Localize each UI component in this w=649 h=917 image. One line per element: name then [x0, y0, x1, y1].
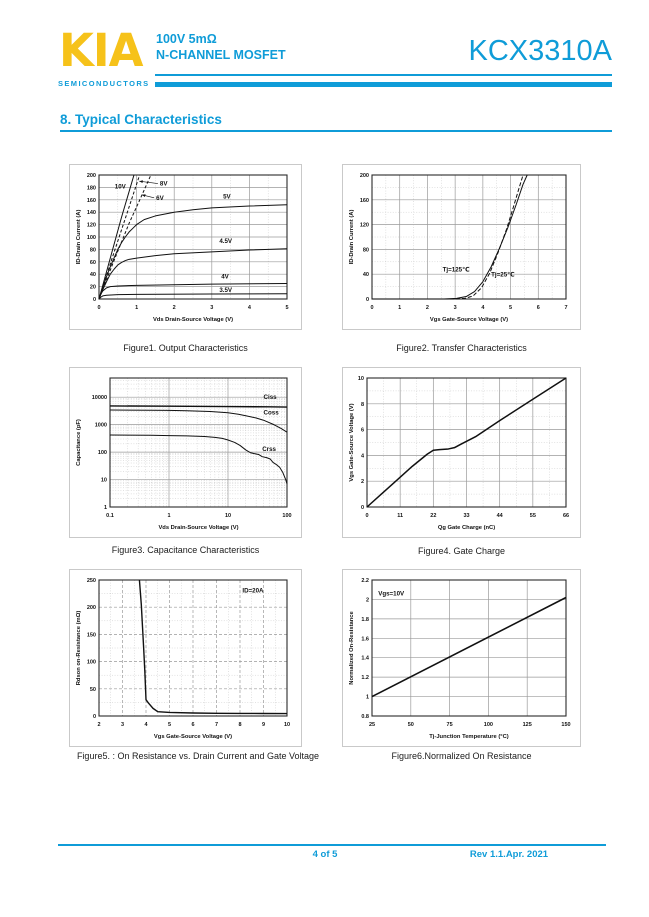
svg-text:1.8: 1.8 — [361, 616, 369, 623]
svg-text:5: 5 — [285, 305, 289, 311]
svg-text:160: 160 — [86, 197, 96, 204]
svg-text:Tj=125℃: Tj=125℃ — [442, 266, 470, 274]
svg-text:50: 50 — [89, 686, 96, 693]
svg-text:160: 160 — [359, 197, 369, 204]
svg-text:10: 10 — [283, 722, 291, 728]
svg-text:4: 4 — [360, 453, 364, 460]
figure4-gate-charge-chart — [346, 371, 577, 534]
svg-text:7: 7 — [214, 722, 219, 728]
svg-text:1.4: 1.4 — [361, 655, 369, 662]
svg-text:6: 6 — [536, 305, 540, 311]
svg-text:Coss: Coss — [263, 409, 279, 417]
figure3-capacitance-characteristics-chart — [73, 371, 298, 534]
figure5-on-resistance-chart — [73, 573, 298, 743]
svg-text:1000: 1000 — [94, 422, 107, 429]
svg-text:0: 0 — [365, 297, 369, 303]
svg-text:Vgs Gate-Source Voltage (V): Vgs Gate-Source Voltage (V) — [349, 403, 355, 482]
figure2-transfer-characteristics-chart — [346, 168, 577, 326]
svg-text:50: 50 — [407, 722, 414, 728]
svg-text:3: 3 — [453, 305, 457, 311]
svg-text:200: 200 — [86, 173, 96, 179]
svg-text:2: 2 — [360, 479, 364, 486]
header-rule-thin — [155, 74, 612, 76]
svg-text:55: 55 — [529, 513, 536, 519]
figure2-box — [342, 164, 581, 330]
svg-text:11: 11 — [397, 513, 404, 519]
figure1-caption: Figure1. Output Characteristics — [123, 343, 248, 353]
figure3-box — [69, 367, 302, 538]
revision-label: Rev 1.1.Apr. 2021 — [469, 849, 549, 860]
svg-text:1.2: 1.2 — [361, 675, 369, 682]
figure4-box — [342, 367, 581, 538]
svg-text:8: 8 — [360, 401, 364, 408]
svg-text:120: 120 — [86, 222, 96, 229]
svg-text:1: 1 — [365, 694, 369, 701]
figure5-box — [69, 569, 302, 747]
svg-text:0: 0 — [92, 714, 96, 720]
svg-text:10: 10 — [100, 477, 107, 484]
svg-text:2.2: 2.2 — [361, 578, 369, 584]
svg-text:1: 1 — [103, 505, 107, 511]
svg-text:120: 120 — [359, 222, 369, 229]
header-rule-thick — [155, 82, 612, 87]
svg-text:6: 6 — [360, 427, 364, 434]
svg-text:3.5V: 3.5V — [219, 287, 233, 295]
device-spec-block — [156, 31, 286, 64]
svg-text:Rdson on-Resistance (mΩ): Rdson on-Resistance (mΩ) — [76, 610, 82, 686]
svg-text:Vgs Gate-Source Voltage (V): Vgs Gate-Source Voltage (V) — [429, 317, 509, 323]
svg-text:100: 100 — [86, 659, 96, 666]
svg-text:Capacitance (pF): Capacitance (pF) — [76, 419, 82, 466]
kia-logo: KIA — [59, 24, 143, 77]
footer-rule — [58, 844, 606, 846]
svg-text:66: 66 — [562, 513, 570, 519]
figure5-caption: Figure5. : On Resistance vs. Drain Current and Gate Voltage — [76, 751, 320, 761]
svg-text:3: 3 — [120, 722, 125, 728]
svg-text:2: 2 — [425, 305, 429, 311]
svg-text:22: 22 — [430, 513, 437, 519]
svg-text:7: 7 — [564, 305, 568, 311]
figure4-caption: Figure4. Gate Charge — [417, 546, 506, 556]
svg-text:250: 250 — [86, 578, 96, 584]
svg-text:10V: 10V — [114, 183, 126, 191]
svg-text:2: 2 — [365, 597, 369, 604]
svg-text:Qg Gate Charge (nC): Qg Gate Charge (nC) — [437, 525, 496, 531]
svg-text:40: 40 — [362, 272, 369, 279]
svg-text:5: 5 — [167, 722, 172, 728]
svg-text:75: 75 — [446, 722, 453, 728]
svg-text:0: 0 — [97, 305, 101, 311]
svg-text:25: 25 — [368, 722, 376, 728]
svg-text:80: 80 — [362, 247, 369, 254]
svg-text:10: 10 — [224, 513, 232, 519]
svg-text:100: 100 — [97, 450, 107, 457]
svg-text:Tj-Junction Temperature (°C): Tj-Junction Temperature (°C) — [429, 734, 509, 740]
figure6-caption: Figure6.Normalized On Resistance — [391, 751, 532, 761]
figure1-output-characteristics-chart — [73, 168, 298, 326]
svg-text:100: 100 — [86, 235, 96, 241]
figure6-box — [342, 569, 581, 747]
svg-text:4: 4 — [247, 305, 251, 311]
device-spec-rating: 100V 5mΩ — [156, 32, 217, 46]
svg-text:5: 5 — [509, 305, 513, 311]
svg-text:0: 0 — [370, 305, 374, 311]
svg-text:44: 44 — [496, 513, 503, 519]
svg-text:Vds Drain-Source Voltage (V): Vds Drain-Source Voltage (V) — [152, 317, 234, 323]
svg-text:6: 6 — [191, 722, 195, 728]
svg-text:80: 80 — [89, 247, 96, 254]
svg-text:1: 1 — [167, 513, 171, 519]
svg-text:0: 0 — [360, 505, 364, 511]
svg-text:1.6: 1.6 — [361, 636, 369, 643]
svg-text:40: 40 — [89, 272, 96, 279]
svg-text:8: 8 — [238, 722, 242, 728]
svg-text:2: 2 — [172, 305, 176, 311]
figure1-box — [69, 164, 302, 330]
svg-text:180: 180 — [86, 185, 96, 192]
svg-text:0: 0 — [92, 297, 96, 303]
logo-subtitle: SEMICONDUCTORS — [58, 79, 150, 88]
part-number: KCX3310A — [468, 35, 612, 67]
svg-text:Tj=25℃: Tj=25℃ — [491, 271, 515, 279]
svg-text:9: 9 — [261, 722, 266, 728]
svg-text:8V: 8V — [159, 180, 168, 188]
svg-text:ID=20A: ID=20A — [242, 587, 264, 595]
svg-text:4.5V: 4.5V — [219, 238, 233, 246]
svg-text:Vgs Gate-Source Voltage (V): Vgs Gate-Source Voltage (V) — [153, 734, 233, 740]
figure2-caption: Figure2. Transfer Characteristics — [396, 343, 527, 353]
svg-text:0.1: 0.1 — [106, 513, 114, 519]
svg-text:Vgs=10V: Vgs=10V — [378, 590, 405, 598]
svg-text:6V: 6V — [156, 194, 164, 202]
svg-text:60: 60 — [89, 259, 96, 266]
svg-text:4V: 4V — [221, 273, 229, 281]
svg-text:Ciss: Ciss — [263, 394, 277, 402]
svg-text:Normalized On-Resistance: Normalized On-Resistance — [349, 611, 355, 685]
svg-text:150: 150 — [561, 722, 571, 728]
svg-text:10: 10 — [357, 376, 364, 382]
svg-text:100: 100 — [483, 722, 493, 728]
svg-text:Crss: Crss — [262, 445, 276, 453]
svg-text:1: 1 — [135, 305, 139, 311]
svg-text:2: 2 — [97, 722, 101, 728]
svg-text:ID-Drain Current (A): ID-Drain Current (A) — [349, 209, 355, 265]
svg-text:150: 150 — [86, 632, 96, 639]
svg-text:Vds Drain-Source Voltage (V): Vds Drain-Source Voltage (V) — [158, 525, 239, 531]
svg-text:125: 125 — [522, 722, 532, 728]
svg-text:4: 4 — [144, 722, 148, 728]
svg-text:33: 33 — [463, 513, 470, 519]
figure6-normalized-on-resistance-chart — [346, 573, 577, 743]
svg-text:4: 4 — [481, 305, 485, 311]
svg-text:ID-Drain Current (A): ID-Drain Current (A) — [76, 209, 82, 265]
page-indicator: 4 of 5 — [312, 849, 338, 860]
svg-text:0.8: 0.8 — [361, 714, 369, 720]
svg-text:3: 3 — [210, 305, 214, 311]
device-spec-type: N-CHANNEL MOSFET — [156, 48, 286, 63]
svg-text:1: 1 — [398, 305, 402, 311]
svg-text:0: 0 — [365, 513, 369, 519]
svg-text:100: 100 — [282, 513, 292, 519]
section-title: 8. Typical Characteristics — [60, 112, 612, 132]
svg-text:10000: 10000 — [91, 395, 107, 402]
figure3-caption: Figure3. Capacitance Characteristics — [111, 545, 260, 555]
svg-text:200: 200 — [359, 173, 369, 179]
svg-text:20: 20 — [89, 284, 96, 291]
svg-text:140: 140 — [86, 210, 96, 217]
svg-text:200: 200 — [86, 605, 96, 612]
svg-text:5V: 5V — [223, 193, 231, 201]
